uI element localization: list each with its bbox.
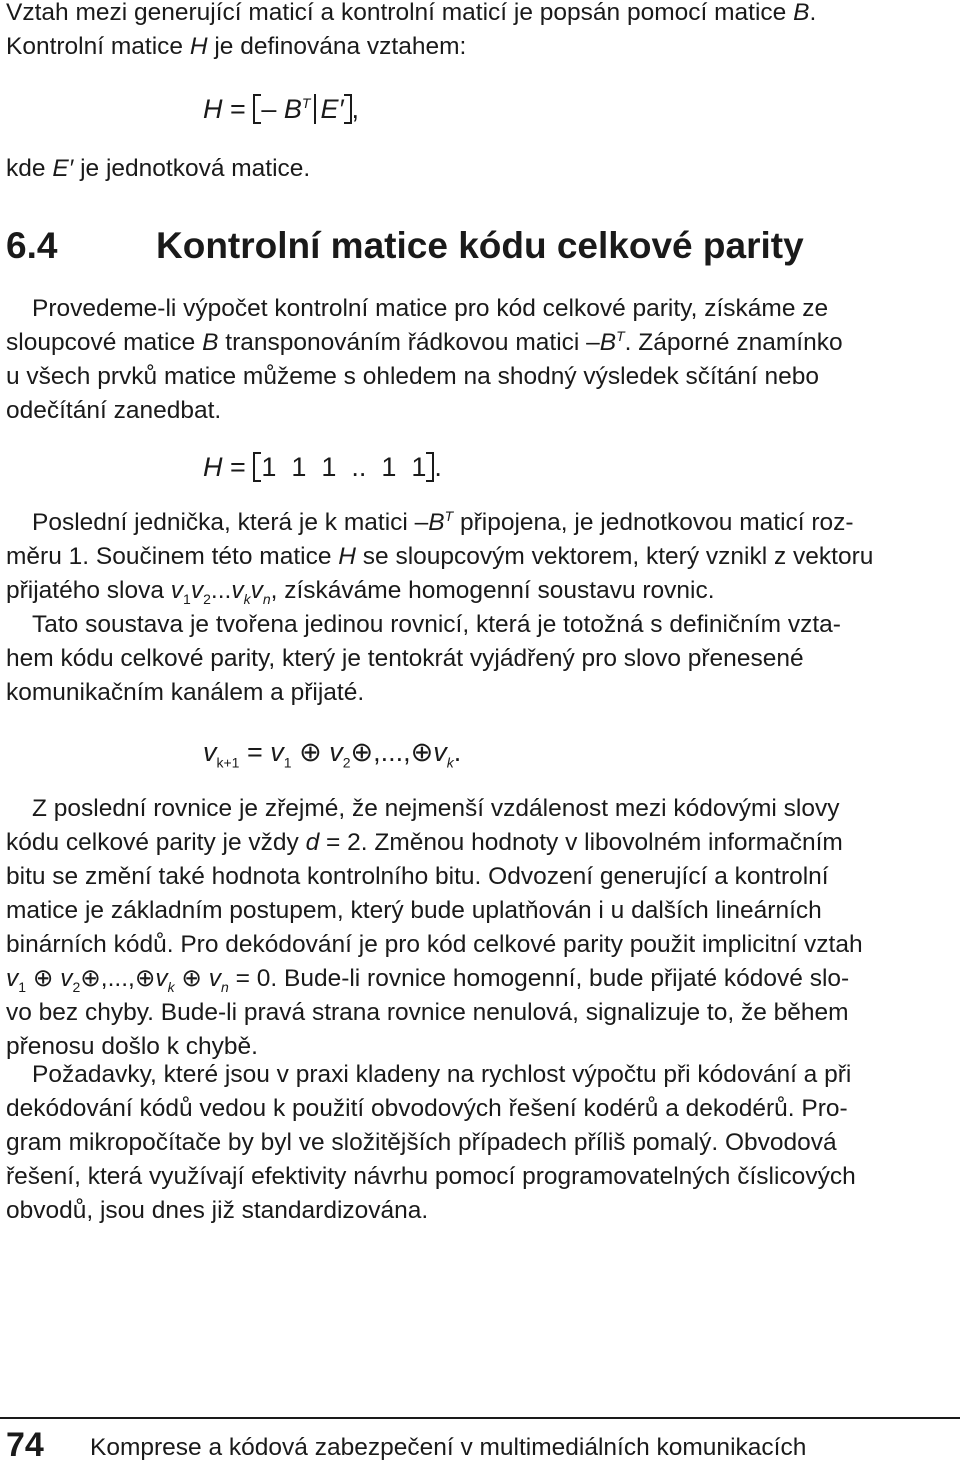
text-line: řešení, která využívají efektivity návrhu pomocí programovatelných číslicových [6,1163,856,1190]
section-title: Kontrolní matice kódu celkové parity [156,225,804,266]
section-heading [6,222,804,270]
intro-paragraph [6,0,954,64]
text-span: transponováním řádkovou matici – [225,329,600,356]
math-sub: k [446,754,454,771]
paragraph-1 [6,292,954,428]
math-var: B [202,329,219,356]
math-sub: 1 [183,590,191,607]
math-var: B [283,94,302,124]
math-var: v [270,737,284,767]
math-var: v [190,577,204,604]
math-var: H [189,33,208,60]
math-var: B [428,509,445,536]
oplus-symbol: ⊕ [410,737,434,767]
text-span: . Bude-li rovnice homogenní, bude přijaté kódové slo- [270,965,850,992]
oplus-symbol: ⊕ [134,965,156,992]
equation-h-matrix [203,92,359,126]
math-var: v [329,737,343,767]
math-var: v [170,577,184,604]
text-line: odečítání zanedbat. [6,397,222,424]
math-var: v [231,577,244,604]
text-span: sloupcové matice [6,329,196,356]
text-line: Požadavky, které jsou v praxi kladeny na rychlost výpočtu při kódování a při [32,1061,852,1088]
matrix-entries: 1 1 1 .. 1 1 [261,452,427,482]
text-span: přijatého slova [6,577,164,604]
math-sub: 1 [283,754,292,771]
right-bracket [344,94,352,124]
math-var: v [203,737,217,767]
math-sub: n [221,978,229,995]
paragraph-4 [6,792,954,1064]
equation-parity-matrix [203,450,442,484]
oplus-symbol: ⊕ [299,737,322,767]
text-span: je jednotková matice. [80,155,311,182]
math-operator: = [230,94,246,124]
text-span: . Záporné znamínko [624,329,843,356]
paragraph-2 [6,506,954,608]
math-var: B [793,0,810,26]
text-line: komunikačním kanálem a přijaté. [6,679,365,706]
math-dots: ,..., [373,737,411,767]
oplus-symbol: ⊕ [32,965,54,992]
oplus-symbol: ⊕ [350,737,374,767]
text-line: přenosu došlo k chybě. [6,1033,258,1060]
math-sup: T [616,327,625,344]
text-span: je definována vztahem: [214,33,467,60]
paragraph-3 [6,608,954,710]
math-dots: ... [210,577,232,604]
paragraph-5 [6,1058,954,1228]
math-sub: 2 [203,590,211,607]
math-sub: k [167,978,175,995]
text-line: bitu se změní také hodnota kontrolního bitu. Odvození generující a kontrolní [6,863,829,890]
math-sub: 2 [72,978,81,995]
math-var: v [6,965,19,992]
math-var: v [60,965,73,992]
text-span: Kontrolní matice [6,33,184,60]
math-var: H [203,452,223,482]
text-span: = 2. Změnou hodnoty v libovolném informačním [326,829,843,856]
math-var: d [305,829,320,856]
math-sub: k [243,590,251,607]
text-span: Poslední jednička, která je k matici – [32,509,429,536]
text-span: se sloupcovým vektorem, který vznikl z vektoru [362,543,874,570]
equation-parity-sum [203,735,461,769]
footer-rule [0,1417,960,1419]
math-sub: 1 [18,978,27,995]
text-span: Vztah mezi generující maticí a kontrolní maticí je popsán pomocí matice [6,0,787,26]
math-operator: = 0 [235,965,271,992]
oplus-symbol: ⊕ [181,965,202,992]
math-var: E′ [320,94,344,124]
text-line: Tato soustava je tvořena jedinou rovnicí, která je totožná s definičním vzta- [32,611,841,638]
oplus-symbol: ⊕ [80,965,101,992]
text-line: matice je základním postupem, který bude uplatňován i u dalších lineárních [6,897,822,924]
math-var: v [155,965,168,992]
math-operator: = [230,452,246,482]
math-sub: k+1 [216,754,240,771]
text-line: vo bez chyby. Bude-li pravá strana rovnice nenulová, signalizuje to, že během [6,999,849,1026]
math-sup: T [444,507,454,524]
math-sub: 2 [342,754,351,771]
text-line: dekódování kódů vedou k použití obvodových řešení kodérů a dekodérů. Pro- [6,1095,848,1122]
math-dots: ,..., [100,965,135,992]
text-span: kódu celkové parity je vždy [6,829,299,856]
math-var: H [203,94,223,124]
math-var: H [338,543,356,570]
text-line: hem kódu celkové parity, který je tentokrát vyjádřený pro slovo přenesené [6,645,804,672]
text-span: měru 1. Součinem této matice [6,543,332,570]
math-operator: – [261,94,277,124]
math-operator: = [246,737,263,767]
math-var: B [599,329,617,356]
math-punct: , [351,94,360,124]
text-line: gram mikropočítače by byl ve složitějších případech příliš pomalý. Obvodová [6,1129,837,1156]
text-line: u všech prvků matice můžeme s ohledem na shodný výsledek sčítání nebo [6,363,819,390]
text-line: Z poslední rovnice je zřejmé, že nejmenší vzdálenost mezi kódovými slovy [32,795,840,822]
math-punct: . [434,452,442,482]
kde-line [6,152,954,186]
text-line: binárních kódů. Pro dekódování je pro kód celkové parity použit implicitní vztah [6,931,863,958]
math-var: E′ [52,155,74,182]
page-number: 74 [6,1426,44,1464]
text-span: . [809,0,817,26]
math-var: v [208,965,222,992]
text-line: obvodů, jsou dnes již standardizována. [6,1197,429,1224]
text-span: , získáváme homogenní soustavu rovnic. [270,577,715,604]
math-var: v [433,737,447,767]
text-span: připojena, je jednotkovou maticí roz- [460,509,854,536]
math-var: v [250,577,263,604]
text-line: Provedeme-li výpočet kontrolní matice pro kód celkové parity, získáme ze [32,295,829,322]
divider-bar [314,94,316,124]
book-title: Komprese a kódová zabezpečení v multimediálních komunikacích [90,1434,807,1461]
section-number: 6.4 [6,225,58,266]
math-punct: . [453,737,462,767]
math-sup: T [301,95,311,111]
text-span: kde [6,155,46,182]
math-sub: n [262,590,271,607]
